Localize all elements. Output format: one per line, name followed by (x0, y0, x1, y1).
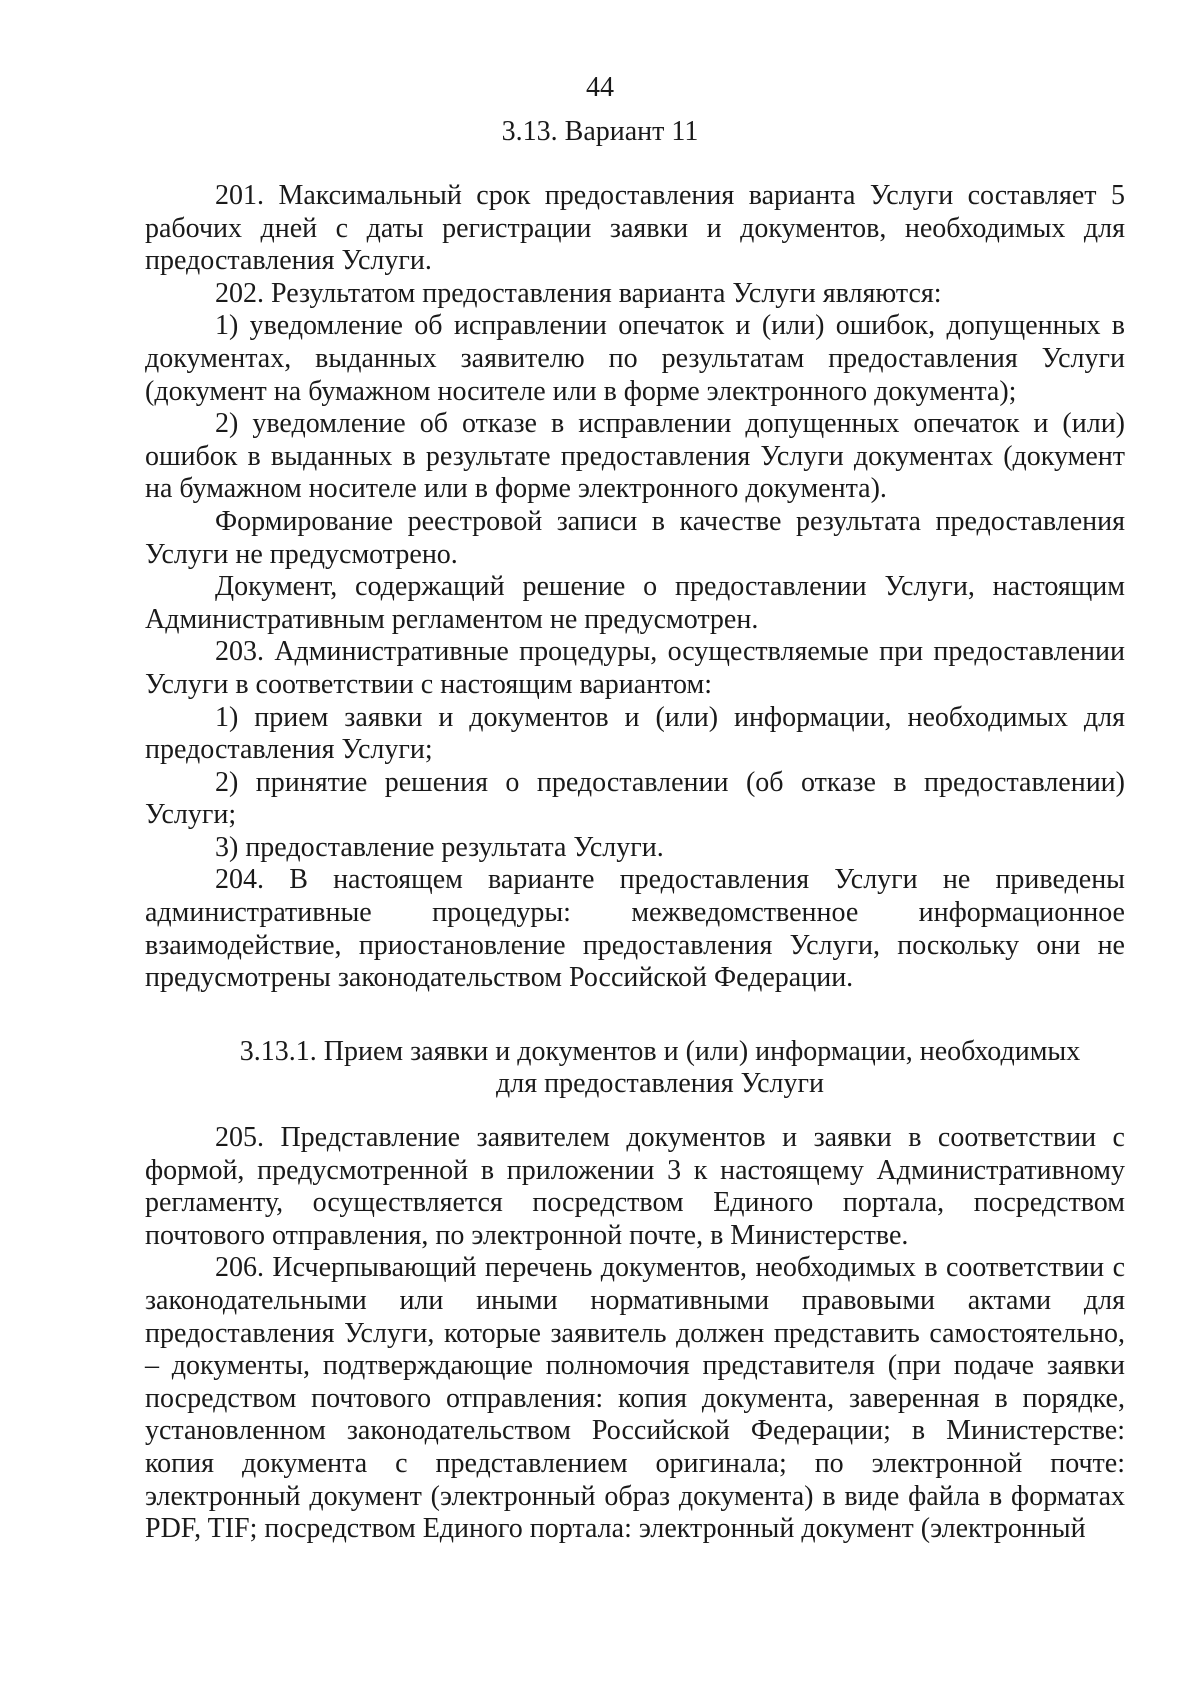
section-title: 3.13. Вариант 11 (501, 116, 699, 147)
subsection-title: 3.13.1. Прием заявки и документов и (или) информации, необходимых для предоставления Услуги (239, 1036, 1081, 1099)
paragraph-203-item-2: 2) принятие решения о предоставлении (об отказе в предоставлении) Услуги; (145, 766, 1125, 831)
section-body (145, 180, 1125, 995)
paragraph-203-item-1: 1) прием заявки и документов и (или) информации, необходимых для предоставления Услуги; (145, 701, 1125, 766)
paragraph-205: 205. Представление заявителем документов и заявки в соответствии с формой, предусмотренной в приложении 3 к настоящему Административному регламенту, осуществляется посредством Единого портала, посредством почтового отправления, по электронной почте, в Министерстве. (145, 1122, 1125, 1251)
paragraph-202: 202. Результатом предоставления варианта Услуги являются: (215, 277, 942, 309)
paragraph-206: 206. Исчерпывающий перечень документов, необходимых в соответствии с законодательными или иными нормативными правовыми актами для предоставления Услуги, которые заявитель должен представить самостоятельно, – документы, подтверждающие полномочия представителя (при подаче заявки посредством почтового отправления: копия документа, заверенная в порядке, установленном законодательством Российской Федерации; в Министерстве: копия документа с представлением оригинала; по электронной почте: электронный документ (электронный образ документа) в виде файла в форматах PDF, TIF; посредством Единого портала: электронный документ (электронный (145, 1252, 1125, 1545)
paragraph-203-item-3: 3) предоставление результата Услуги. (215, 831, 664, 863)
paragraph-204: 204. В настоящем варианте предоставления Услуги не приведены административные процедуры: межведомственное информационное взаимодействие, приостановление предоставления Услуги, поскольку они не предусмотрены законодательством Российской Федерации. (145, 864, 1125, 994)
page-number: 44 (586, 72, 614, 103)
paragraph-201: 201. Максимальный срок предоставления варианта Услуги составляет 5 рабочих дней с даты регистрации заявки и документов, необходимых для предоставления Услуги. (145, 180, 1125, 277)
subsection-body (145, 1122, 1125, 1546)
paragraph-decision-note: Документ, содержащий решение о предоставлении Услуги, настоящим Административным регламентом не предусмотрен. (145, 571, 1125, 635)
paragraph-202-item-1: 1) уведомление об исправлении опечаток и (или) ошибок, допущенных в документах, выданных заявителю по результатам предоставления Услуги (документ на бумажном носителе или в форме электронного документа); (145, 310, 1125, 407)
paragraph-202-item-2: 2) уведомление об отказе в исправлении допущенных опечаток и (или) ошибок в выданных в результате предоставления Услуги документах (документ на бумажном носителе или в форме электронного документа). (145, 408, 1125, 505)
paragraph-registry-note: Формирование реестровой записи в качестве результата предоставления Услуги не предусмотрено. (145, 505, 1125, 570)
paragraph-203: 203. Административные процедуры, осуществляемые при предоставлении Услуги в соответствии с настоящим вариантом: (145, 636, 1125, 700)
